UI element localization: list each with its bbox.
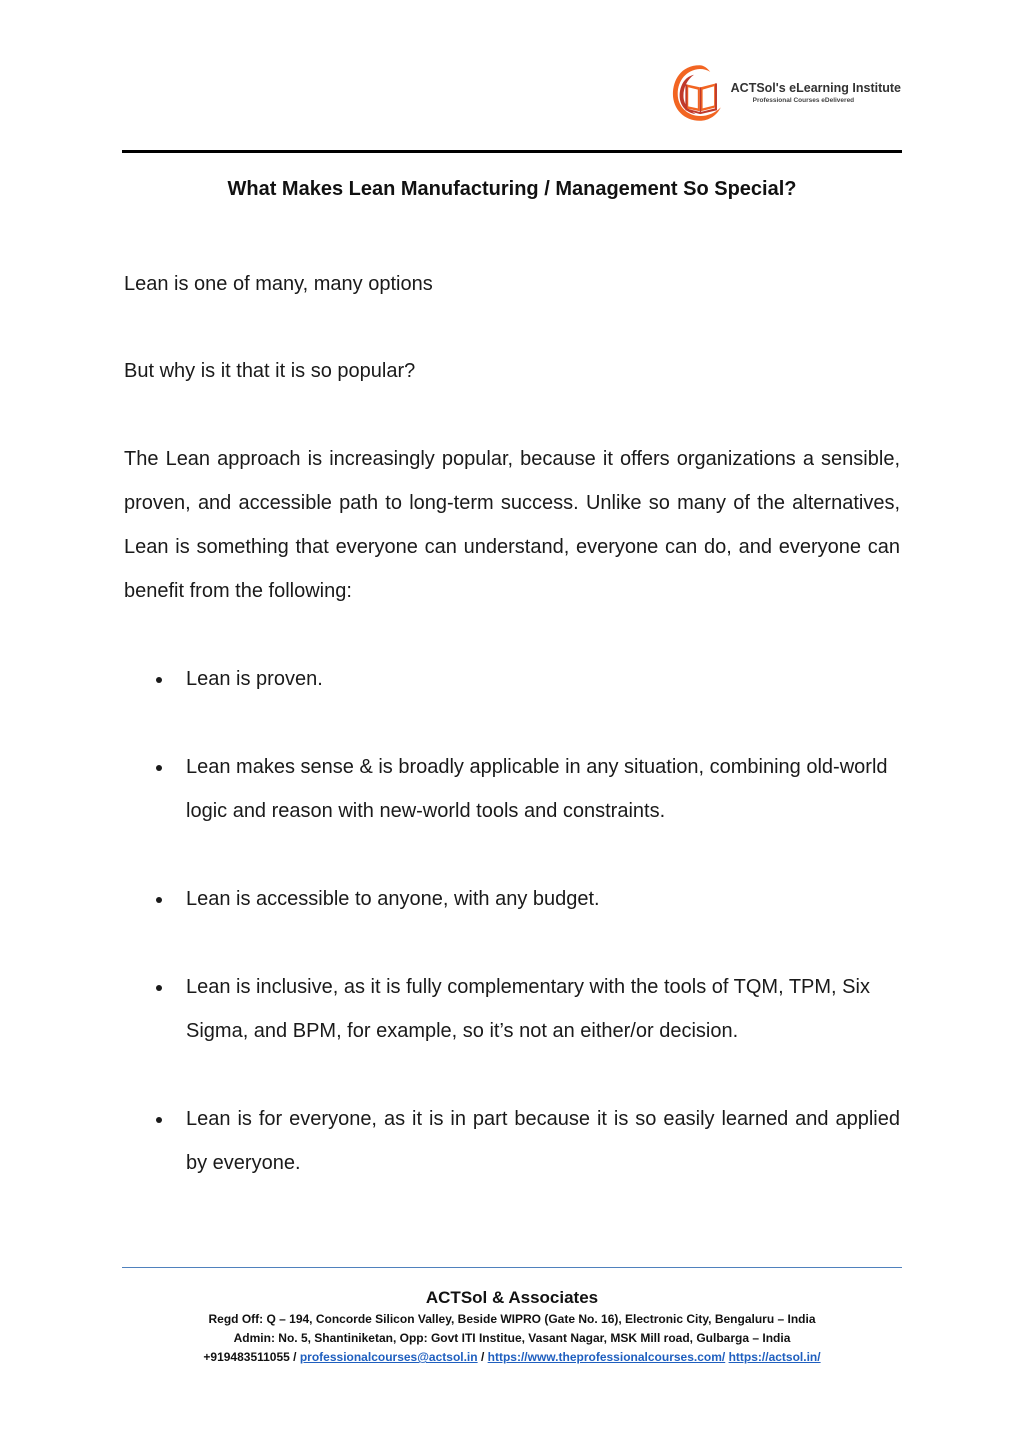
bullet-icon <box>156 765 162 771</box>
header-divider <box>122 150 902 153</box>
footer-admin-office: Admin: No. 5, Shantiniketan, Opp: Govt ITI Institue, Vasant Nagar, MSK Mill road, Gulbarga – India <box>233 1331 791 1345</box>
benefits-list <box>124 657 900 1229</box>
document-title: What Makes Lean Manufacturing / Management So Special? <box>227 178 797 200</box>
list-item <box>124 745 900 833</box>
paragraph-intro: Lean is one of many, many options <box>124 273 433 295</box>
bullet-icon <box>156 897 162 903</box>
list-item <box>124 877 900 921</box>
list-item <box>124 965 900 1053</box>
footer-email-link[interactable]: professionalcourses@actsol.in <box>299 1350 478 1364</box>
bullet-icon <box>156 1117 162 1123</box>
list-item-text: Lean is accessible to anyone, with any budget. <box>186 888 600 910</box>
footer-divider <box>122 1267 902 1268</box>
footer-website-link[interactable]: https://www.theprofessionalcourses.com/ <box>487 1350 726 1364</box>
page-header <box>0 0 1024 152</box>
open-book-logo-icon <box>671 60 725 126</box>
list-item <box>124 657 900 701</box>
footer-separator: / <box>477 1350 488 1364</box>
footer-website-link-2[interactable]: https://actsol.in/ <box>728 1350 821 1364</box>
paragraph-explanation: The Lean approach is increasingly popular, because it offers organizations a sensible, proven, and accessible path to long-term success. Unlike so many of the alternatives, Lean is something that everyone can understand, everyone can do, and everyone can benefit from the following: <box>124 448 900 602</box>
list-item-text: Lean is inclusive, as it is fully complementary with the tools of TQM, TPM, Six Sigma, and BPM, for example, so it’s not an either/or decision. <box>186 976 870 1042</box>
logo-name: ACTSol's eLearning Institute <box>730 81 901 96</box>
list-item-text: Lean is for everyone, as it is in part because it is so easily learned and applied by everyone. <box>186 1108 900 1174</box>
footer-registered-office: Regd Off: Q – 194, Concorde Silicon Valley, Beside WIPRO (Gate No. 16), Electronic City, Bengaluru – India <box>208 1312 816 1326</box>
logo-tagline: Professional Courses eDelivered <box>752 96 855 104</box>
footer-separator: / <box>289 1350 300 1364</box>
footer-company-name: ACTSol & Associates <box>425 1288 599 1307</box>
list-item-text: Lean is proven. <box>186 668 323 690</box>
actsol-logo <box>671 60 901 126</box>
paragraph-question: But why is it that it is so popular? <box>124 360 416 382</box>
bullet-icon <box>156 985 162 991</box>
footer-phone: +919483511055 <box>203 1350 290 1364</box>
list-item-text: Lean makes sense & is broadly applicable in any situation, combining old-world logic and reason with new-world tools and constraints. <box>186 756 888 822</box>
bullet-icon <box>156 677 162 683</box>
list-item <box>124 1097 900 1185</box>
page-footer <box>122 1286 902 1367</box>
footer-contact-line <box>122 1348 902 1367</box>
